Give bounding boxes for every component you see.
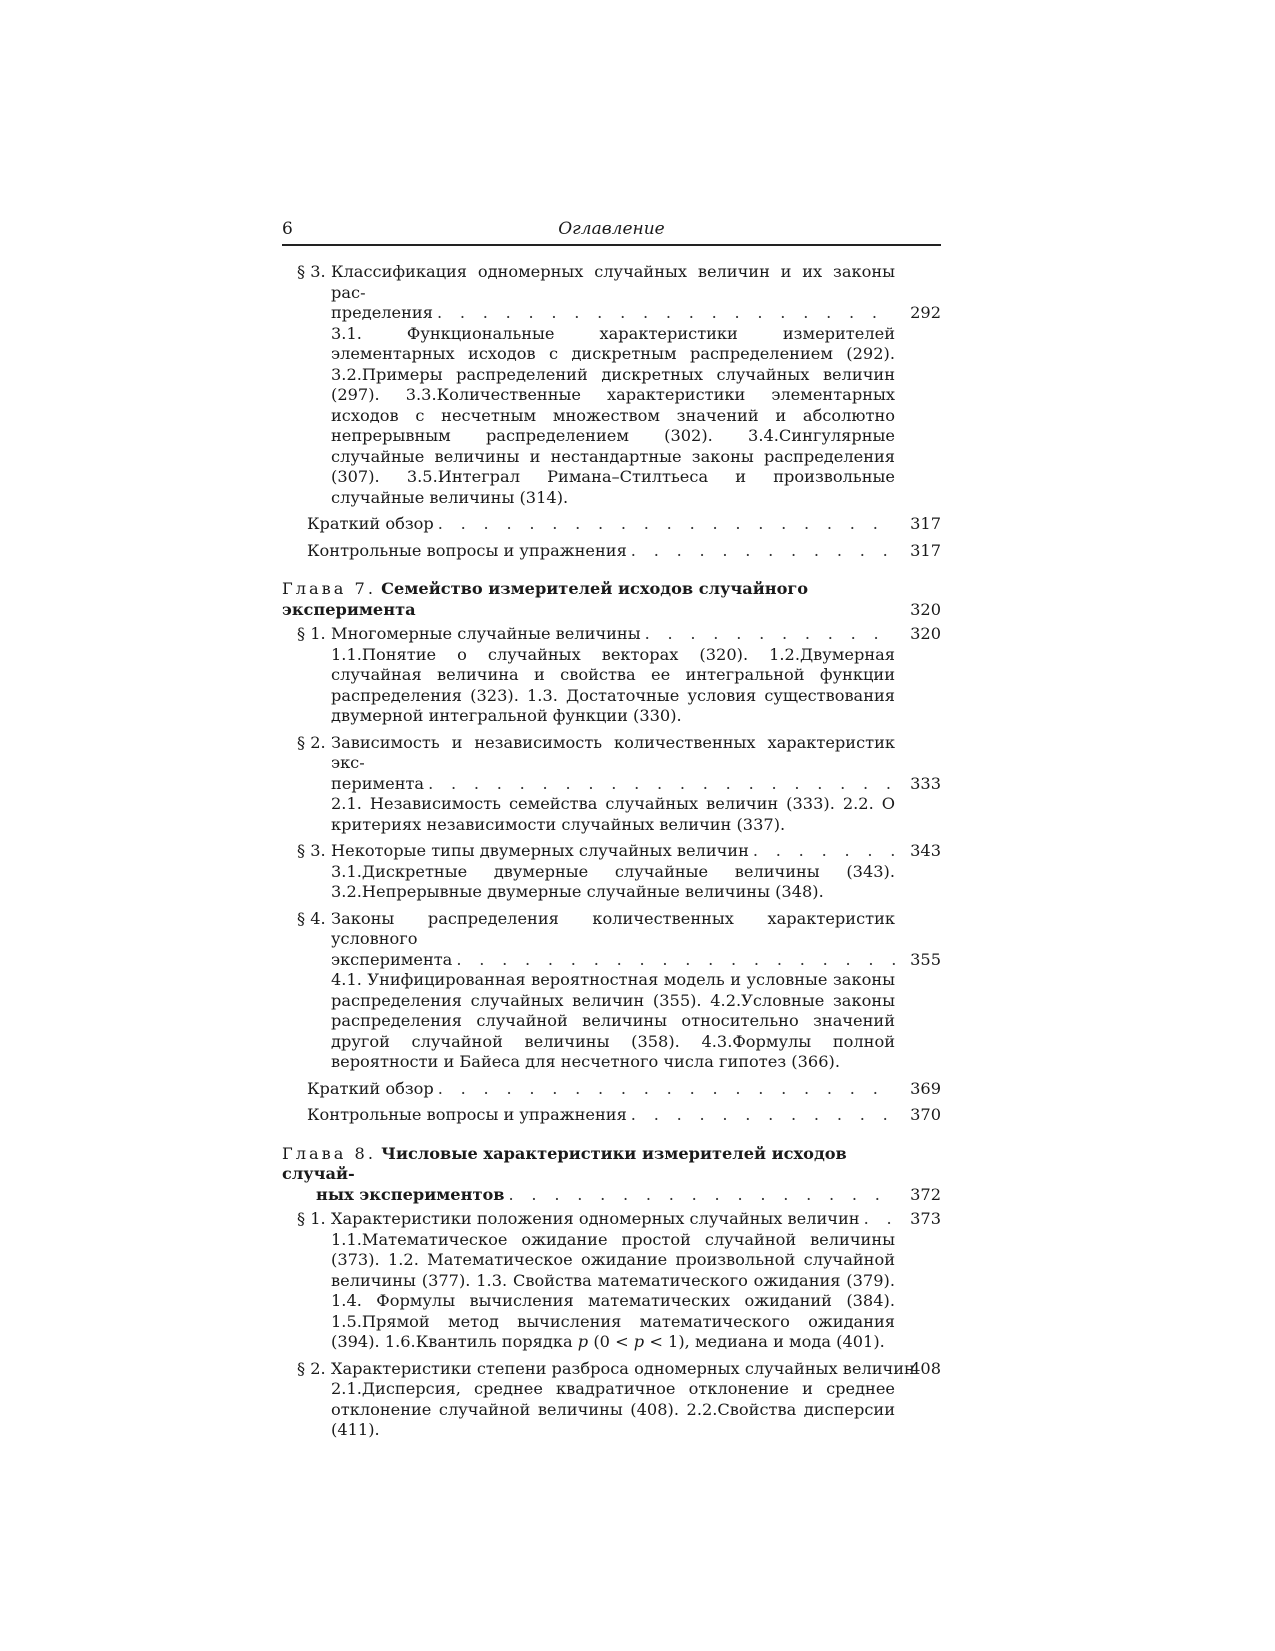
- leader-dots: [437, 303, 895, 324]
- page-ref: 370: [910, 1105, 941, 1124]
- section-title: Законы распределения количественных характеристик условного: [331, 908, 895, 948]
- page-ref: 317: [910, 514, 941, 533]
- leader-dots: [428, 774, 895, 795]
- page-ref: 320: [910, 624, 941, 643]
- toc-summary: [307, 514, 941, 535]
- section-number: § 3.: [297, 841, 326, 860]
- section-number: § 4.: [297, 908, 326, 928]
- leader-dots: [456, 950, 895, 971]
- variable-p: p: [633, 1332, 645, 1351]
- section-title: Характеристики степени разброса одномерных случайных величин: [331, 1358, 915, 1378]
- chapter-label: Глава 7.: [282, 579, 377, 598]
- toc-questions: [307, 1105, 941, 1126]
- toc-section: [297, 908, 941, 1073]
- page-number: 6: [282, 219, 293, 239]
- toc-section: [297, 1209, 941, 1353]
- section-title: Некоторые типы двумерных случайных величин: [331, 841, 749, 860]
- toc-section: [297, 624, 941, 727]
- section-number: § 2.: [297, 732, 326, 752]
- running-head: [282, 216, 941, 246]
- toc-section: [297, 841, 941, 903]
- leader-dots: [509, 1185, 895, 1206]
- section-title-cont: перимента: [331, 773, 425, 793]
- toc-section: [297, 1358, 941, 1441]
- subsections: 2.1.Дисперсия, среднее квадратичное отклонение и среднее отклонение случайной величины (408). 2.2.Свойства дисперсии (411).: [331, 1379, 895, 1439]
- chapter-title: Числовые характеристики измерителей исходов случай-: [282, 1143, 847, 1183]
- page-ref: 343: [910, 841, 941, 860]
- section-title: Классификация одномерных случайных величин и их законы рас-: [331, 262, 895, 302]
- section-number: § 1.: [297, 1209, 326, 1228]
- subsections: 1.1.Понятие о случайных векторах (320). 1.2.Двумерная случайная величина и свойства ее интегральной функции распределения (323). 1.3. Достаточные условия существования двумерной интегральной функции (330).: [331, 644, 895, 725]
- section-number: § 1.: [297, 624, 326, 643]
- subsections-text: 1.1.Математическое ожидание простой случайной величины (373). 1.2. Математическое ожидание произвольной случайной величины (377). 1.3. Свойства математического ожидания (379). 1.4. Формулы вычисления математических ожиданий (384). 1.5.Прямой метод вычисления математического ожидания (394). 1.6.Квантиль порядка: [331, 1229, 895, 1351]
- page-ref: 320: [910, 599, 941, 619]
- questions-title: Контрольные вопросы и упражнения: [307, 540, 627, 560]
- page-ref: 317: [910, 540, 941, 560]
- section-title: Характеристики положения одномерных случайных величин: [331, 1209, 860, 1228]
- questions-title: Контрольные вопросы и упражнения: [307, 1105, 627, 1124]
- section-title-cont: эксперимента: [331, 949, 453, 969]
- page-ref: 408: [910, 1358, 941, 1378]
- running-title: Оглавление: [558, 219, 665, 239]
- subsections: 3.1. Функциональные характеристики измерителей элементарных исходов с дискретным распределением (292). 3.2.Примеры распределений дискретных случайных величин (297). 3.3.Количественные характеристики элементарных исходов с несчетным множеством значений и абсолютно непрерывным распределением (302). 3.4.Сингулярные случайные величины и нестандартные законы распределения (307). 3.5.Интеграл Римана–Стилтьеса и произвольные случайные величины (314).: [331, 323, 895, 507]
- subsections: [297, 1230, 895, 1353]
- chapter-label: Глава 8.: [282, 1143, 377, 1163]
- page-ref: 369: [910, 1078, 941, 1098]
- subsections: 3.1.Дискретные двумерные случайные величины (343). 3.2.Непрерывные двумерные случайные величины (348).: [331, 861, 895, 901]
- summary-title: Краткий обзор: [307, 514, 434, 533]
- section-title: Зависимость и независимость количественных характеристик экс-: [331, 732, 895, 772]
- section-number: § 3.: [297, 262, 326, 281]
- leader-dots: [645, 624, 895, 645]
- leader-dots: [438, 1079, 895, 1100]
- chapter-title: Семейство измерителей исходов случайного эксперимента: [282, 579, 809, 619]
- leader-dots: [631, 1105, 895, 1126]
- toc-chapter: [282, 579, 941, 620]
- leader-dots: [864, 1209, 895, 1230]
- toc-summary: [307, 1078, 941, 1100]
- leader-dots: [753, 841, 895, 862]
- page-ref: 355: [910, 949, 941, 969]
- variable-p: p: [577, 1332, 589, 1351]
- subsections-text: (0 <: [593, 1332, 629, 1351]
- subsections: 2.1. Независимость семейства случайных величин (333). 2.2. О критериях независимости случайных величин (337).: [331, 794, 895, 834]
- summary-title: Краткий обзор: [307, 1078, 434, 1098]
- leader-dots: [631, 541, 895, 562]
- page-ref: 373: [910, 1209, 941, 1228]
- toc-section: [297, 262, 941, 508]
- section-title: Многомерные случайные величины: [331, 624, 641, 643]
- subsections-text: < 1), медиана и мода (401).: [649, 1332, 885, 1351]
- toc-section: [297, 732, 941, 836]
- toc-questions: [307, 540, 941, 562]
- page-ref: 333: [910, 773, 941, 793]
- page-ref: 372: [910, 1184, 941, 1204]
- section-number: § 2.: [297, 1358, 326, 1378]
- leader-dots: [438, 514, 895, 535]
- chapter-title-cont: ных экспериментов: [316, 1184, 505, 1204]
- toc-chapter: [282, 1143, 941, 1206]
- section-title-cont: пределения: [331, 303, 433, 322]
- table-of-contents: [282, 262, 941, 1441]
- page-ref: 292: [910, 303, 941, 322]
- subsections: 4.1. Унифицированная вероятностная модель и условные законы распределения случайных величин (355). 4.2.Условные законы распределения случайной величины относительно значений другой случайной величины (358). 4.3.Формулы полной вероятности и Байеса для несчетного числа гипотез (366).: [331, 970, 895, 1071]
